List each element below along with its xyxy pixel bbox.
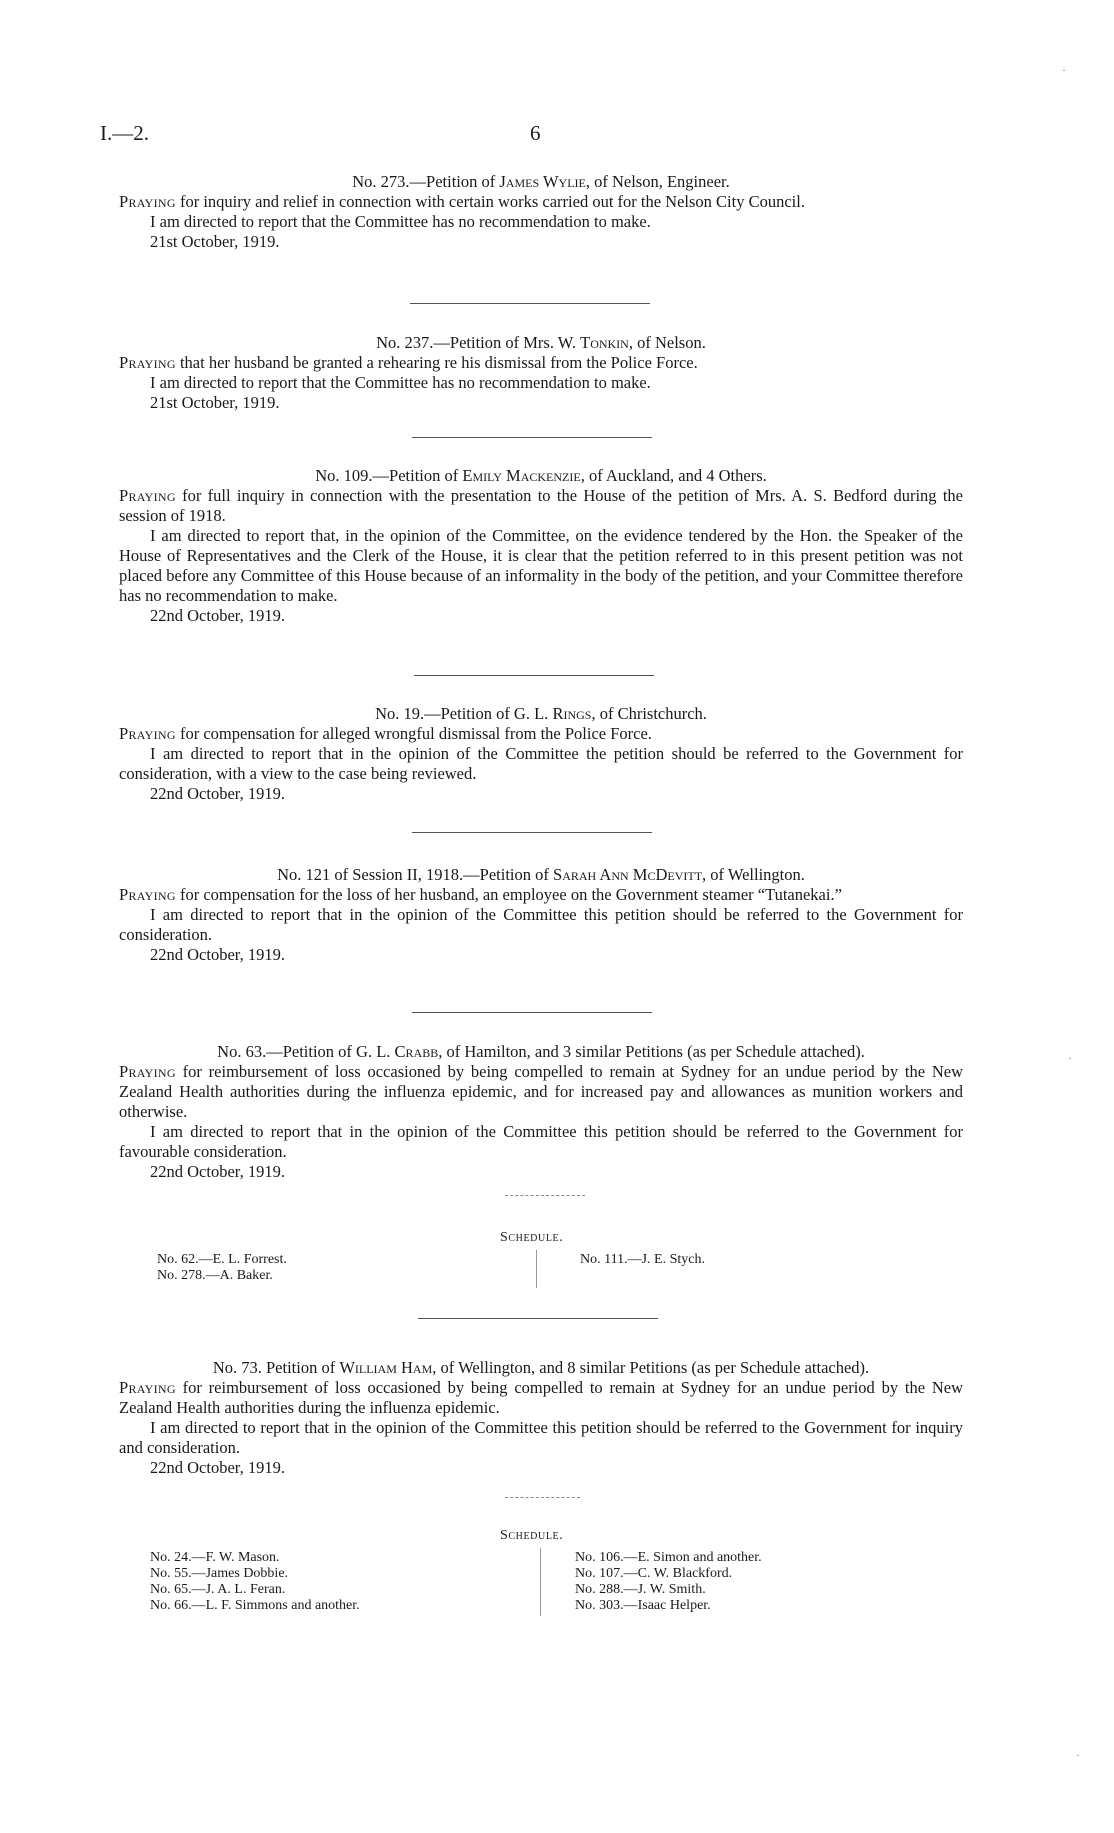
schedule-left-column	[150, 1550, 360, 1614]
petition-prayer: Praying for reimbursement of loss occasioned by being compelled to remain at Sydney for an undue period by the New Zealand Health authorities during the influenza epidemic.	[119, 1378, 963, 1417]
petition-prayer: Praying for full inquiry in connection with the presentation to the House of the petition of Mrs. A. S. Bedford during the session of 1918.	[119, 486, 963, 525]
petition-prayer: Praying for compensation for alleged wrongful dismissal from the Police Force.	[119, 724, 652, 743]
schedule-item: No. 24.—F. W. Mason.	[150, 1550, 280, 1565]
schedule-divider	[540, 1548, 541, 1616]
section-divider	[410, 303, 650, 304]
report-date: 21st October, 1919.	[150, 232, 280, 251]
petition-prayer: Praying for inquiry and relief in connection with certain works carried out for the Nelson City Council.	[119, 192, 805, 211]
petition-entry	[119, 172, 963, 252]
petition-title: No. 19.—Petition of G. L. Rings, of Christchurch.	[375, 704, 707, 723]
section-divider	[412, 437, 652, 438]
section-divider	[418, 1318, 658, 1319]
schedule-item: No. 65.—J. A. L. Feran.	[150, 1582, 286, 1597]
petitioner-name: Emily Mackenzie	[462, 466, 581, 485]
section-divider	[412, 1012, 652, 1013]
petitioner-name: Sarah Ann McDevitt	[553, 865, 703, 884]
schedule-item: No. 106.—E. Simon and another.	[575, 1550, 762, 1565]
scan-speck: ·	[1068, 1051, 1072, 1065]
scan-speck: ·	[1062, 63, 1066, 77]
report-date: 21st October, 1919.	[150, 393, 280, 412]
committee-report: I am directed to report that, in the opinion of the Committee, on the evidence tendered by the Hon. the Speaker of the House of Representatives and the Clerk of the House, it is clear that the petition referred to in this present petition was not placed before any Committee of this House because of an informality in the body of the petition, and your Committee therefore has no recommendation to make.	[119, 526, 963, 605]
report-date: 22nd October, 1919.	[150, 784, 285, 803]
schedule-item: No. 288.—J. W. Smith.	[575, 1582, 706, 1597]
petitioner-name: Crabb	[394, 1042, 439, 1061]
committee-report: I am directed to report that in the opinion of the Committee this petition should be referred to the Government for favourable consideration.	[119, 1122, 963, 1161]
petitioner-name: Tonkin	[580, 333, 629, 352]
committee-report: I am directed to report that in the opinion of the Committee this petition should be referred to the Government for inquiry and consideration.	[119, 1418, 963, 1457]
schedule-item: No. 107.—C. W. Blackford.	[575, 1566, 733, 1581]
committee-report: I am directed to report that in the opinion of the Committee the petition should be referred to the Government for consideration, with a view to the case being reviewed.	[119, 744, 963, 783]
schedule-divider	[536, 1250, 537, 1288]
petition-entry	[119, 1042, 963, 1182]
petition-entry	[119, 333, 963, 413]
section-divider	[414, 675, 654, 676]
schedule-heading: Schedule.	[500, 1528, 564, 1543]
petitioner-name: James Wylie	[499, 172, 586, 191]
petition-entry	[119, 704, 963, 804]
petition-title: No. 73. Petition of William Ham, of Wellington, and 8 similar Petitions (as per Schedule attached).	[212, 1358, 870, 1377]
page-number: 6	[530, 121, 541, 145]
report-date: 22nd October, 1919.	[150, 1162, 285, 1181]
section-divider	[505, 1195, 585, 1196]
section-divider	[505, 1497, 580, 1498]
committee-report: I am directed to report that the Committee has no recommendation to make.	[150, 373, 651, 392]
schedule-item: No. 66.—L. F. Simmons and another.	[150, 1598, 360, 1613]
report-date: 22nd October, 1919.	[150, 606, 285, 625]
schedule-right-column	[580, 1252, 705, 1268]
petitioner-name: Rings	[552, 704, 592, 723]
petition-prayer: Praying for compensation for the loss of her husband, an employee on the Government steamer “Tutanekai.”	[119, 885, 842, 904]
schedule-right-column	[575, 1550, 762, 1614]
petitioner-name: William Ham	[339, 1358, 433, 1377]
petition-entry	[119, 865, 963, 965]
section-divider	[412, 832, 652, 833]
committee-report: I am directed to report that the Committee has no recommendation to make.	[150, 212, 651, 231]
committee-report: I am directed to report that in the opinion of the Committee this petition should be referred to the Government for consideration.	[119, 905, 963, 944]
schedule-item: No. 278.—A. Baker.	[157, 1268, 273, 1283]
schedule-item: No. 62.—E. L. Forrest.	[157, 1252, 287, 1267]
schedule-item: No. 303.—Isaac Helper.	[575, 1598, 711, 1613]
petition-prayer: Praying for reimbursement of loss occasioned by being compelled to remain at Sydney for an undue period by the New Zealand Health authorities during the influenza epidemic, and for increased pay and allowances as munition workers and otherwise.	[119, 1062, 963, 1121]
schedule-left-column	[157, 1252, 287, 1284]
report-date: 22nd October, 1919.	[150, 1458, 285, 1477]
petition-entry	[119, 1358, 963, 1478]
report-date: 22nd October, 1919.	[150, 945, 285, 964]
schedule-heading: Schedule.	[500, 1230, 564, 1245]
schedule-item: No. 111.—J. E. Stych.	[580, 1252, 705, 1267]
petition-entry	[119, 466, 963, 626]
petition-title: No. 273.—Petition of James Wylie, of Nelson, Engineer.	[352, 172, 730, 191]
petition-title: No. 237.—Petition of Mrs. W. Tonkin, of Nelson.	[376, 333, 706, 352]
petition-title: No. 63.—Petition of G. L. Crabb, of Hamilton, and 3 similar Petitions (as per Schedule attached).	[217, 1042, 865, 1061]
petition-title: No. 121 of Session II, 1918.—Petition of Sarah Ann McDevitt, of Wellington.	[277, 865, 805, 884]
petition-prayer: Praying that her husband be granted a rehearing re his dismissal from the Police Force.	[119, 353, 698, 372]
scan-speck: ·	[1076, 1748, 1080, 1762]
schedule-item: No. 55.—James Dobbie.	[150, 1566, 289, 1581]
document-reference: I.—2.	[100, 121, 149, 145]
petition-title: No. 109.—Petition of Emily Mackenzie, of Auckland, and 4 Others.	[315, 466, 767, 485]
